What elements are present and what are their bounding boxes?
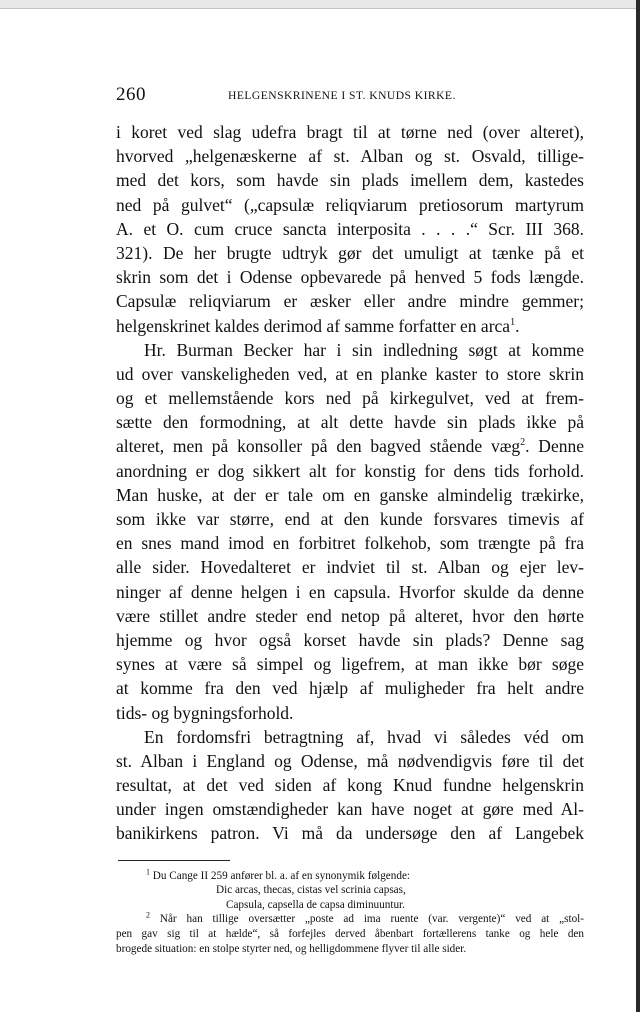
text-line: under ingen omstændigheder kan have noget at gøre med Al-: [116, 799, 584, 820]
body-text: [116, 120, 584, 846]
footnote-2-line: brogede situation: en stolpe styrter ned, og helligdommene flyver til alle sider.: [116, 942, 467, 955]
paragraph-start-line: Hr. Burman Becker har i sin indledning søgt at komme: [144, 339, 584, 360]
footnote-1: [116, 866, 584, 884]
text-line-content: helgenskrinet kaldes derimod af samme forfatter en arca: [116, 315, 511, 336]
text-line: skrin som det i Odense opbevarede på henved 5 fods længde.: [116, 267, 584, 288]
text-line: med det kors, som havde sin plads imellem dem, kastedes: [116, 170, 584, 191]
text-line: i koret ved slag udefra bragt til at tørne ned (over alteret),: [116, 122, 584, 142]
footnote-divider: [118, 860, 230, 861]
text-line: banikirkens patron. Vi må da undersøge den af Langebek: [116, 823, 584, 844]
text-line: ud over vanskeligheden ved, at en planke kaster to store skrin: [116, 363, 584, 384]
text-line: [116, 434, 584, 458]
text-line: alle sider. Hovedalteret er indviet til st. Alban og ejer lev-: [116, 557, 584, 578]
running-header: [116, 84, 584, 110]
page-top-edge: [0, 0, 640, 9]
text-line: ned på gulvet“ („capsulæ reliqviarum pretiosorum martyrum: [116, 194, 584, 215]
footnote-1-quote-line: Dic arcas, thecas, cistas vel scrinia capsas,: [216, 884, 406, 897]
footnote-marker-1: 1: [146, 866, 150, 876]
footnotes: [116, 866, 585, 957]
footnote-1-text: Du Cange II 259 anfører bl. a. af en synonymik følgende:: [152, 869, 411, 882]
text-line: Capsulæ reliqviarum er æsker eller andre mindre gemmer;: [116, 291, 584, 312]
text-line: ninger af denne helgen i en capsula. Hvorfor skulde da denne: [116, 581, 584, 602]
text-line: synes at være så simpel og ligefrem, at man ikke bør søge: [116, 654, 584, 675]
footnote-2: [116, 912, 584, 927]
text-line: st. Alban i England og Odense, må nødvendigvis føre til det: [116, 750, 584, 771]
text-line: hvorved „helgenæskerne af st. Alban og st. Osvald, tillige-: [116, 146, 584, 167]
text-line: A. et O. cum cruce sancta interposita . . . .“ Scr. III 368.: [116, 218, 584, 239]
text-line: anordning er dog sikkert alt for konstig for dens tids forhold.: [116, 460, 584, 481]
footnote-1-quote-line: Capsula, capsella de capsa diminuuntur.: [226, 898, 405, 911]
footnote-marker-2: 2: [146, 910, 150, 920]
book-page: [116, 84, 584, 956]
text-line: resultat, at det ved siden af kong Knud fundne helgenskrin: [116, 775, 584, 796]
running-title: HELGENSKRINENE I ST. KNUDS KIRKE.: [228, 89, 456, 102]
line-end-text: . Denne: [525, 436, 584, 457]
text-line: 321). De her brugte udtryk gør det umuligt at tænke på et: [116, 242, 584, 263]
text-line: være stillet andre steder end netop på alteret, hvor den hørte: [116, 605, 584, 626]
page-number: 260: [116, 84, 146, 105]
text-line: [116, 314, 584, 338]
text-line-content: alteret, men på konsoller på den bagved stående væg: [116, 436, 521, 457]
line-end-punctuation: .: [515, 315, 520, 336]
text-line: hjemme og hvor også korset havde sin plads? Denne sag: [116, 629, 584, 650]
text-line: og et mellemstående kors ned på kirkegulvet, ved at frem-: [116, 388, 584, 409]
footnote-reference-1: 1: [510, 316, 516, 328]
footnote-reference-2: 2: [520, 437, 526, 449]
paragraph-start-line: En fordomsfri betragtning af, hvad vi således véd om: [144, 726, 584, 747]
text-line: som ikke var større, end at den kunde forsvares timevis af: [116, 509, 584, 529]
footnote-2-line: pen gav sig til at hælde“, så forfejles derved åbenbart fortællerens tanke og hele den: [116, 928, 584, 940]
text-line: at komme fra den ved hjælp af muligheder fra helt andre: [116, 678, 584, 699]
text-line: Man huske, at der er tale om en ganske almindelig trækirke,: [116, 484, 584, 505]
footnote-2-text: Når han tillige oversætter „poste ad ima ruente (var. vergente)“ ved at „stol-: [159, 913, 585, 926]
text-line: tids- og bygningsforhold.: [116, 702, 294, 723]
text-line: en snes mand imod en forbitret folkehob, som trængte på fra: [116, 533, 584, 554]
text-line: sætte den formodning, at alt dette havde sin plads ikke på: [116, 412, 584, 433]
page-right-edge: [636, 0, 640, 1012]
